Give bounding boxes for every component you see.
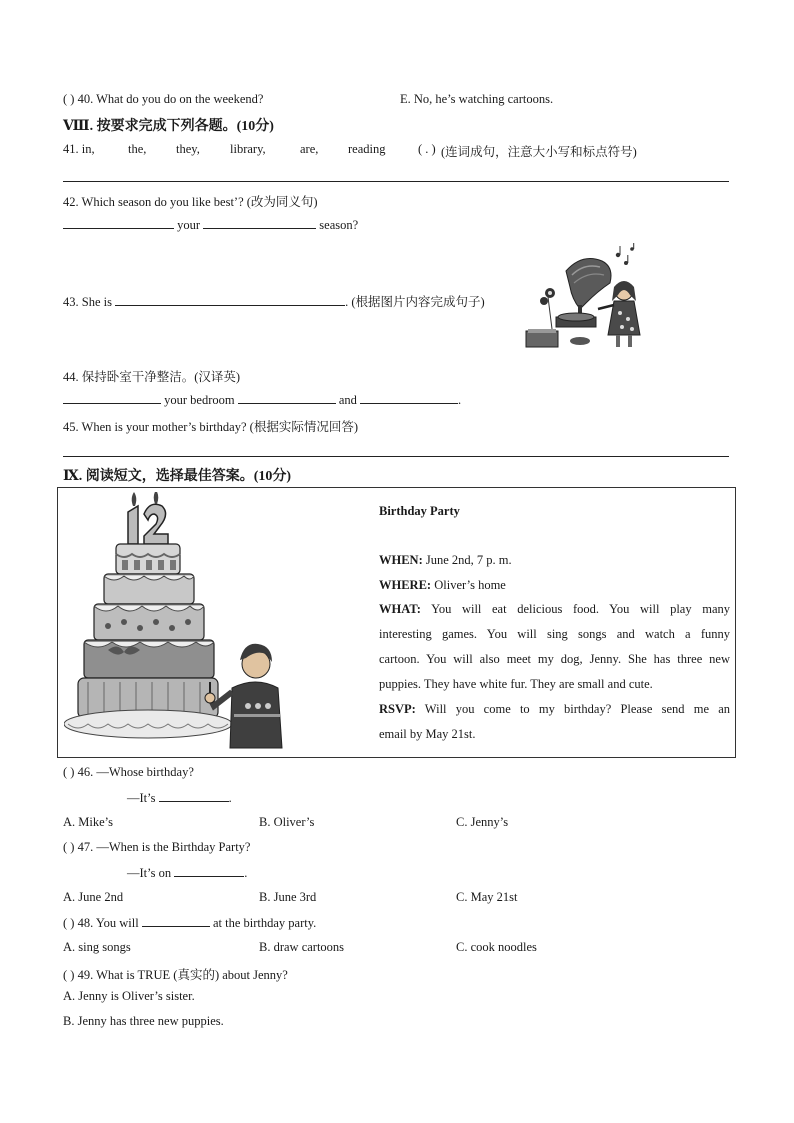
line-text: Will you come to my birthday? Please send me an bbox=[424, 702, 730, 716]
where-label: WHERE: bbox=[379, 578, 432, 592]
text: —It’s bbox=[127, 791, 156, 805]
paragraph-line: email by May 21st. bbox=[379, 727, 476, 741]
q45-text: 45. When is your mother’s birthday? (根据实际情况回答) bbox=[63, 420, 358, 434]
answer-line[interactable] bbox=[63, 181, 729, 182]
text: 43. She is bbox=[63, 295, 112, 309]
answer-blank[interactable] bbox=[63, 392, 161, 404]
word: are, bbox=[300, 142, 319, 156]
rsvp-label: RSVP: bbox=[379, 702, 416, 716]
word: 41. in, bbox=[63, 142, 95, 156]
text: and bbox=[338, 393, 357, 407]
answer-blank[interactable] bbox=[203, 217, 316, 229]
q49-line bbox=[63, 965, 288, 983]
paragraph-line: cartoon. You will also meet my dog, Jenny. She has three new bbox=[379, 652, 730, 666]
what-paragraph bbox=[379, 597, 730, 697]
answer-blank[interactable] bbox=[360, 392, 458, 404]
q47-answer: —It’s on . bbox=[127, 866, 248, 880]
instruction: . (根据图片内容完成句子) bbox=[345, 295, 485, 309]
option-e: E. No, he’s watching cartoons. bbox=[400, 92, 554, 106]
word: reading bbox=[348, 142, 386, 156]
question-text: 40. What do you do on the weekend? bbox=[77, 92, 264, 106]
option-c[interactable]: C. Jenny’s bbox=[456, 815, 509, 829]
option-a[interactable]: A. sing songs bbox=[63, 940, 131, 954]
text: . bbox=[458, 393, 462, 407]
paragraph-line bbox=[379, 697, 730, 722]
section-9-heading: Ⅸ. 阅读短文，选择最佳答案。(10分) bbox=[63, 469, 292, 484]
answer-blank[interactable] bbox=[174, 865, 244, 877]
paragraph-line bbox=[379, 597, 730, 622]
text: —It’s on bbox=[127, 866, 172, 880]
option-a[interactable]: A. Jenny is Oliver’s sister. bbox=[63, 989, 195, 1003]
birthday-cake-image bbox=[64, 492, 292, 754]
answer-paren[interactable]: ( ) bbox=[63, 968, 75, 982]
word: ( . ) bbox=[418, 142, 436, 156]
question-text: at the birthday party. bbox=[212, 916, 317, 930]
q44-answer-line bbox=[63, 392, 461, 408]
text: your bbox=[177, 218, 201, 232]
when-row bbox=[379, 553, 512, 568]
question-text: 46. —Whose birthday? bbox=[77, 765, 194, 779]
q42-answer-line bbox=[63, 217, 358, 233]
section-8-heading: Ⅷ. 按要求完成下列各题。(10分) bbox=[63, 119, 274, 134]
q42-text: 42. Which season do you like best’? (改为同义句) bbox=[63, 195, 318, 209]
rsvp-paragraph bbox=[379, 697, 730, 747]
question-text: 49. What is TRUE (真实的) about Jenny? bbox=[77, 968, 288, 982]
passage-title: Birthday Party bbox=[379, 504, 460, 518]
option-c[interactable]: C. cook noodles bbox=[456, 940, 537, 954]
answer-paren[interactable]: ( ) bbox=[63, 840, 75, 854]
question-text: 48. You will bbox=[77, 916, 139, 930]
answer-blank[interactable] bbox=[238, 392, 336, 404]
answer-paren[interactable]: ( ) bbox=[63, 916, 75, 930]
q47-line bbox=[63, 840, 250, 855]
q44-text: 44. 保持卧室干净整洁。(汉译英) bbox=[63, 370, 241, 384]
q40-line bbox=[63, 92, 263, 107]
word: library, bbox=[230, 142, 266, 156]
q46-line bbox=[63, 765, 194, 780]
answer-line[interactable] bbox=[63, 456, 729, 457]
option-a[interactable]: A. Mike’s bbox=[63, 815, 113, 829]
when-value: June 2nd, 7 p. m. bbox=[425, 553, 512, 567]
option-c[interactable]: C. May 21st bbox=[456, 890, 518, 904]
option-b[interactable]: B. Oliver’s bbox=[259, 815, 315, 829]
answer-blank[interactable] bbox=[142, 915, 210, 927]
paragraph-line: puppies. They have white fur. They are small and cute. bbox=[379, 677, 653, 691]
option-b[interactable]: B. June 3rd bbox=[259, 890, 317, 904]
when-label: WHEN: bbox=[379, 553, 423, 567]
where-row bbox=[379, 578, 506, 593]
answer-paren[interactable]: ( ) bbox=[63, 92, 75, 106]
answer-blank[interactable] bbox=[63, 217, 174, 229]
what-label: WHAT: bbox=[379, 602, 421, 616]
text: season? bbox=[319, 218, 359, 232]
q43-line bbox=[63, 292, 485, 310]
option-b[interactable]: B. Jenny has three new puppies. bbox=[63, 1014, 224, 1028]
girl-gramophone-image bbox=[522, 243, 646, 353]
question-text: 47. —When is the Birthday Party? bbox=[77, 840, 251, 854]
answer-blank[interactable] bbox=[115, 294, 345, 306]
option-b[interactable]: B. draw cartoons bbox=[259, 940, 345, 954]
paragraph-line: interesting games. You will sing songs and watch a funny bbox=[379, 627, 730, 641]
answer-paren[interactable]: ( ) bbox=[63, 765, 75, 779]
word: the, bbox=[128, 142, 147, 156]
q46-answer: —It’s . bbox=[127, 791, 232, 805]
line-text: You will eat delicious food. You will play many bbox=[431, 602, 730, 616]
text: your bedroom bbox=[164, 393, 235, 407]
option-a[interactable]: A. June 2nd bbox=[63, 890, 124, 904]
candle-number bbox=[128, 492, 168, 544]
word: they, bbox=[176, 142, 200, 156]
answer-blank[interactable] bbox=[159, 790, 229, 802]
q48-line bbox=[63, 915, 316, 931]
where-value: Oliver’s home bbox=[434, 578, 506, 592]
instruction: (连词成句，注意大小写和标点符号) bbox=[441, 145, 637, 159]
